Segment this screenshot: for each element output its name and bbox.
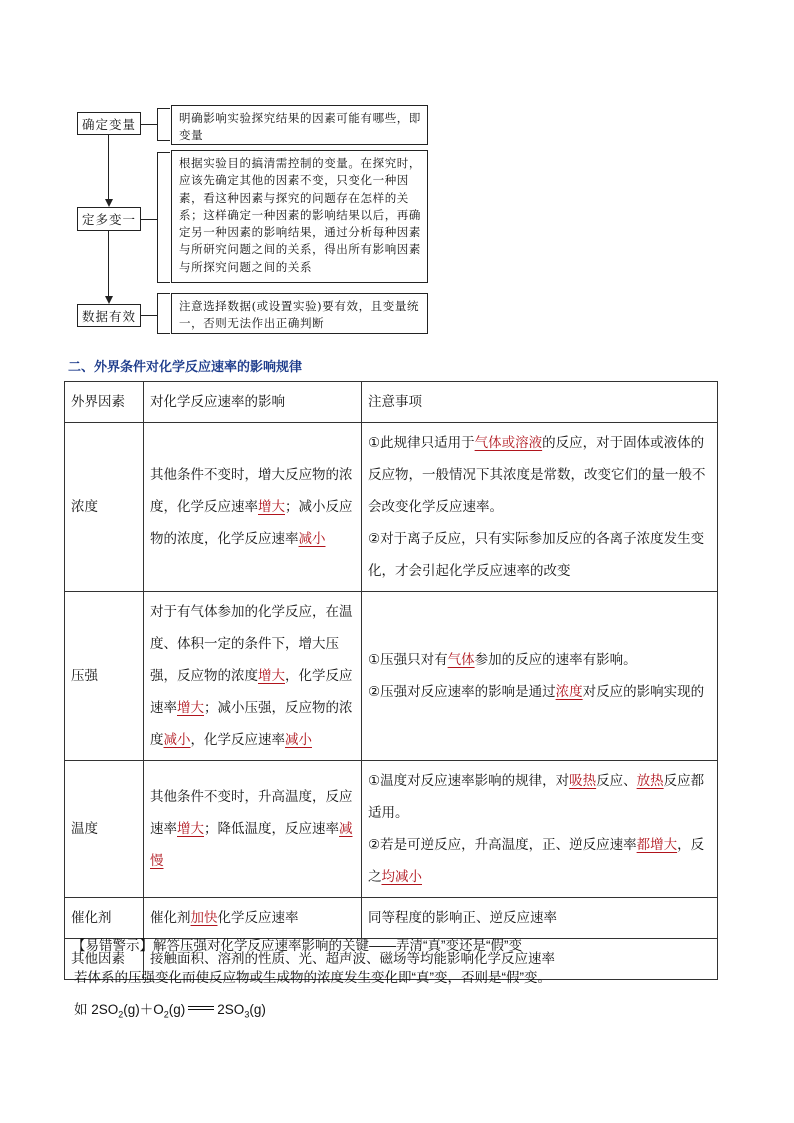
factor-cell: 浓度 [65,423,144,592]
table-row [65,761,718,898]
flow-step-label-2: 定多变一 [77,207,141,231]
equation-part: (g)＋O [123,1002,164,1017]
note-text: 反应都适用。 [368,773,705,820]
flow-bracket-2-tick [141,219,157,220]
warning-text: 若体系的压强变化而使反应物或生成物的浓度发生变化即“真”变，否则是“假”变。 [74,970,551,985]
table-row [65,423,718,592]
answer-blank: 浓度 [555,684,583,699]
flow-step-label-1: 确定变量 [77,112,141,135]
equation-subscript: 2 [118,1009,124,1020]
header-cell-factor: 外界因素 [65,382,144,423]
effect-cell [144,423,362,592]
flow-step-desc-1: 明确影响实验探究结果的因素可能有哪些，即变量 [171,105,428,145]
flow-bracket-3 [157,293,158,333]
warning-title: 【易错警示】解答压强对化学反应速率影响的关键——弄清“真”变还是“假”变 [72,938,522,953]
answer-blank: 吸热 [569,773,597,788]
flow-bracket-3-tick [141,315,157,316]
effect-text: ，化学反应速率 [150,668,353,715]
answer-blank: 均减小 [381,869,422,884]
flow-step-desc-3: 注意选择数据(或设置实验)要有效，且变量统一，否则无法作出正确判断 [171,293,428,334]
note-text: ②压强对反应速率的影响是通过 [368,684,556,699]
notes-cell [362,761,718,898]
effect-text: 化学反应速率 [217,910,299,925]
effect-text: 催化剂 [150,910,191,925]
flow-arrow-icon-2 [105,296,113,304]
answer-blank: 减小 [285,732,312,747]
effect-cell: 接触面积、溶剂的性质、光、超声波、磁场等均能影响化学反应速率 [144,939,718,980]
equation-part: 如 2SO [74,1002,119,1017]
answer-blank: 气体或溶液 [474,435,543,450]
effect-text: 其他条件不变时，增大反应物的浓度，化学反应速率 [150,467,353,514]
flow-step-label-3: 数据有效 [77,304,141,327]
equation-subscript: 3 [244,1009,250,1020]
flow-arrow-icon-1 [105,199,113,207]
note-text: ，反之 [368,837,705,884]
flow-bracket-1-tick [141,124,157,125]
flow-bracket-1-top [157,108,170,109]
note-text: 对反应的影响实现的 [582,684,705,699]
notes-cell [362,423,718,592]
note-item [368,427,711,523]
flow-bracket-2-bottom [157,282,170,283]
note-item [368,644,711,676]
effect-text: 其他条件不变时，升高温度，反应速率 [150,789,353,836]
answer-blank: 都增大 [636,837,678,852]
reaction-equation [74,998,266,1020]
answer-blank: 增大 [258,499,285,514]
equation-part: (g) [249,1002,266,1017]
flow-bracket-3-bottom [157,333,170,334]
flow-bracket-3-top [157,293,170,294]
note-text: ②若是可逆反应，升高温度，正、逆反应速率 [368,837,637,852]
equation-part: 2SO [217,1002,245,1017]
flow-bracket-1-bottom [157,140,170,141]
answer-blank: 增大 [177,700,204,715]
answer-blank: 加快 [190,910,218,925]
flow-bracket-2 [157,152,158,282]
flow-connector-2 [108,231,109,296]
answer-blank: 减慢 [150,821,353,868]
equilibrium-arrow-icon [188,1006,214,1010]
flow-connector-1 [108,135,109,199]
flow-step-desc-2: 根据实验目的搞清需控制的变量。在探究时，应该先确定其他的因素不变，只变化一种因素，看这种因素与探究的问题存在怎样的关系；这样确定一种因素的影响结果以后，再确定另一种因素的影响结果，通过分析每种因素与所研究问题之间的关系，得出所有影响因素与所探究问题之间的关系 [171,150,428,283]
effect-text: ；降低温度，反应速率 [204,821,339,836]
equation-part: (g) [168,1002,186,1017]
note-text: ①此规律只适用于 [368,435,475,450]
note-text: ①温度对反应速率影响的规律，对 [368,773,570,788]
effect-cell [144,898,362,939]
note-text: 参加的反应的速率有影响。 [474,652,637,667]
table-header-row [65,382,718,423]
effect-text: 对于有气体参加的化学反应，在温度、体积一定的条件下，增大压强，反应物的浓度 [150,604,353,683]
answer-blank: 放热 [636,773,664,788]
effect-text: ，化学反应速率 [190,732,285,747]
note-text: 的反应，对于固体或液体的反应物，一般情况下其浓度是常数，改变它们的量一般不会改变化学反应速率。 [368,435,706,514]
notes-cell [362,592,718,761]
factor-cell: 温度 [65,761,144,898]
answer-blank: 减小 [163,732,191,747]
factor-cell: 压强 [65,592,144,761]
note-item: ②对于离子反应，只有实际参加反应的各离子浓度发生变化，才会引起化学反应速率的改变 [368,531,705,578]
factor-cell: 其他因素 [65,939,144,980]
flow-bracket-1 [157,108,158,140]
notes-cell: 同等程度的影响正、逆反应速率 [362,898,718,939]
answer-blank: 减小 [298,531,326,546]
answer-blank: 增大 [258,668,285,683]
equation-subscript: 2 [163,1009,169,1020]
rules-table [64,381,718,980]
header-cell-effect: 对化学反应速率的影响 [144,382,362,423]
effect-text: ；减小压强，反应物的浓度 [150,700,353,747]
effect-cell [144,761,362,898]
effect-cell [144,592,362,761]
answer-blank: 增大 [177,821,204,836]
note-item [368,765,711,829]
answer-blank: 气体 [447,652,475,667]
effect-text: ；减小反应物的浓度，化学反应速率 [150,499,353,546]
note-text: 反应、 [596,773,637,788]
note-text: ①压强只对有 [368,652,448,667]
table-row [65,592,718,761]
note-item [368,676,711,708]
table-row [65,898,718,939]
flow-bracket-2-top [157,152,170,153]
section-title: 二、外界条件对化学反应速率的影响规律 [68,360,303,375]
note-item [368,829,711,893]
header-cell-notes: 注意事项 [362,382,718,423]
factor-cell: 催化剂 [65,898,144,939]
